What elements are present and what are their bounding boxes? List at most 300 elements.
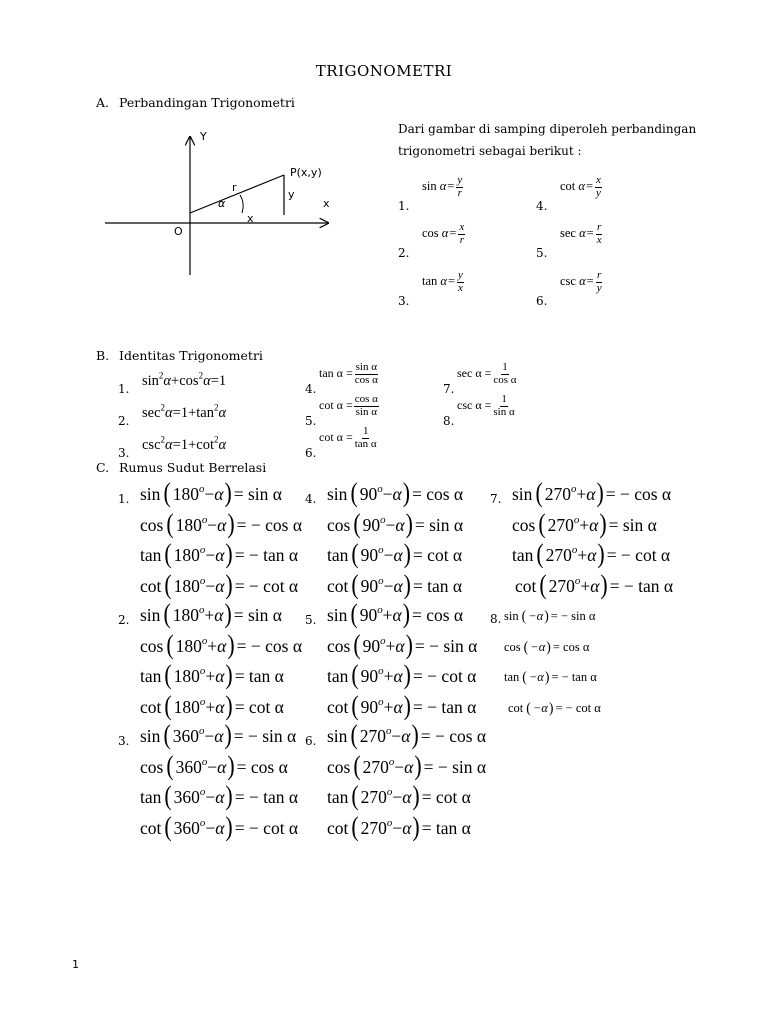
exponent: 2 — [198, 370, 204, 381]
exponent: 2 — [158, 370, 164, 381]
relation-rhs: = cos α — [411, 605, 464, 625]
relation-rhs: = − cos α — [236, 514, 302, 535]
right-paren: ) — [402, 598, 410, 629]
angle-arc — [240, 195, 243, 213]
exponent: 2 — [213, 434, 219, 445]
ratio-number: 3. — [398, 294, 410, 308]
relation-rhs: = − cos α — [420, 726, 487, 746]
relation-rhs: = − sin α — [233, 726, 297, 746]
degree-mark: o — [377, 603, 383, 616]
operator: − — [204, 484, 215, 504]
group-number: 3. — [118, 734, 130, 748]
section-c-label: C. — [96, 460, 110, 475]
function-name: cos — [512, 514, 536, 535]
identity-equation — [142, 370, 227, 390]
operator: − — [382, 484, 393, 504]
math-token: sec — [142, 405, 161, 421]
group-number: 1. — [118, 492, 130, 506]
left-paren: ( — [523, 637, 529, 655]
relation-equation — [504, 669, 597, 685]
relation-rhs: = sin α — [233, 484, 282, 504]
ratio-equation — [422, 222, 466, 246]
ratio-number: 2. — [398, 246, 410, 260]
fraction — [354, 426, 378, 450]
degree-value: 90 — [362, 514, 381, 535]
left-paren: ( — [164, 569, 172, 600]
operator: − — [204, 726, 215, 746]
relation-equation — [327, 780, 471, 811]
degree-value: 180 — [172, 605, 199, 625]
function-name: cot — [140, 817, 162, 838]
denominator: sin α — [355, 405, 377, 418]
left-paren: ( — [522, 668, 527, 685]
left-paren: ( — [538, 508, 546, 539]
section-c-heading: Rumus Sudut Berrelasi — [119, 460, 267, 475]
angle-symbol: α — [578, 178, 585, 193]
degree-mark: o — [574, 574, 581, 587]
function-name: sin — [504, 609, 519, 623]
degree-value: 270 — [359, 726, 386, 746]
function-name: sin — [512, 484, 533, 504]
degree-value: 270 — [548, 575, 575, 596]
right-paren: ) — [403, 690, 411, 721]
angle-symbol: α — [165, 405, 173, 421]
operator: − — [205, 545, 216, 565]
degree-mark: o — [386, 785, 393, 798]
operator: + — [205, 696, 216, 717]
numerator: y — [458, 269, 463, 281]
function-name: cot — [327, 696, 349, 717]
function-name: cos — [504, 639, 521, 654]
degree-value: 180 — [175, 635, 202, 656]
angle-symbol: α — [217, 635, 227, 656]
function-name: cot — [327, 817, 349, 838]
right-paren: ) — [544, 668, 550, 685]
degree-value: 90 — [362, 635, 381, 656]
relation-equation — [140, 538, 299, 569]
angle-symbol: α — [163, 373, 172, 389]
relation-rhs: = − tan α — [412, 696, 477, 717]
identity-number: 7. — [443, 382, 455, 396]
fraction — [596, 222, 603, 246]
function-name: cos — [327, 514, 351, 535]
angle-symbol: α — [393, 545, 403, 565]
degree-value: 90 — [359, 484, 378, 504]
angle-symbol: α — [440, 273, 447, 288]
function-name: cos — [327, 756, 351, 777]
left-paren: ( — [351, 811, 359, 842]
relation-rhs: = cot α — [412, 545, 463, 565]
relation-equation — [140, 508, 302, 539]
relation-rhs: = sin α — [608, 514, 657, 535]
right-paren: ) — [403, 659, 411, 690]
fraction — [354, 394, 379, 418]
page-title: TRIGONOMETRI — [315, 62, 453, 80]
ratio-number: 4. — [536, 199, 548, 213]
function-name: tan — [422, 273, 438, 288]
ratio-number: 1. — [398, 199, 410, 213]
angle-symbol: α — [395, 514, 405, 535]
right-paren: ) — [225, 690, 233, 721]
relation-rhs: = − tan α — [609, 575, 674, 596]
right-paren: ) — [546, 637, 551, 655]
relation-equation — [327, 750, 487, 781]
relation-equation — [327, 538, 463, 569]
right-paren: ) — [225, 569, 233, 600]
fraction — [457, 270, 464, 294]
function-name: csc — [560, 273, 576, 288]
degree-value: 90 — [359, 605, 378, 625]
operator: − — [391, 726, 402, 746]
function-name: cos — [140, 635, 164, 656]
left-paren: ( — [521, 607, 527, 624]
degree-mark: o — [380, 513, 386, 526]
math-token: sin — [142, 373, 159, 389]
intro-line-2: trigonometri sebagai berikut : — [398, 144, 582, 158]
angle-symbol: α — [215, 575, 225, 596]
relation-rhs: = − sin α — [550, 609, 596, 623]
angle-symbol: α — [203, 373, 211, 389]
left-paren: ( — [166, 508, 174, 539]
equals-sign: = — [586, 273, 594, 288]
function-name: sin — [140, 484, 161, 504]
degree-mark: o — [199, 695, 206, 708]
right-paren: ) — [225, 538, 233, 569]
right-paren: ) — [224, 477, 232, 508]
left-paren: ( — [350, 598, 358, 629]
left-paren: ( — [166, 629, 174, 660]
equals-sign: = — [449, 225, 457, 240]
r-label: r — [232, 181, 237, 194]
operator: − — [392, 817, 403, 838]
function-name: sin — [140, 605, 161, 625]
identity-equation — [457, 394, 517, 418]
exponent: 2 — [160, 434, 166, 445]
relation-rhs: = cos α — [411, 484, 464, 504]
operator: − — [205, 787, 216, 807]
relation-equation — [140, 811, 299, 842]
origin-label: O — [174, 225, 183, 238]
fraction — [596, 270, 603, 294]
identity-number: 8. — [443, 414, 455, 428]
math-token: + — [171, 373, 180, 389]
angle-symbol: α — [395, 635, 405, 656]
group-number: 5. — [305, 613, 317, 627]
numerator: sin α — [355, 361, 377, 373]
equals-sign: = — [586, 225, 594, 240]
point-label: P(x,y) — [290, 166, 322, 179]
degree-value: 90 — [360, 545, 379, 565]
right-paren: ) — [224, 719, 232, 750]
right-paren: ) — [411, 719, 419, 750]
left-paren: ( — [353, 750, 361, 781]
denominator: r — [459, 233, 464, 246]
left-paren: ( — [351, 659, 359, 690]
right-paren: ) — [403, 569, 411, 600]
ratio-number: 6. — [536, 294, 548, 308]
function-name: tan — [140, 666, 162, 686]
function-name: tan — [504, 670, 520, 684]
degree-value: 270 — [545, 545, 572, 565]
right-paren: ) — [548, 698, 554, 716]
relation-rhs: = − cot α — [606, 545, 671, 565]
operator: − — [385, 514, 396, 535]
math-token: 1 — [180, 405, 189, 421]
identity-equation — [457, 362, 519, 386]
fraction — [354, 362, 379, 386]
numerator: 1 — [362, 425, 369, 437]
degree-mark: o — [198, 482, 205, 495]
relation-rhs: = tan α — [412, 575, 463, 596]
group-number: 8. — [490, 612, 502, 626]
relation-rhs: = − cos α — [605, 484, 672, 504]
operator: + — [383, 696, 394, 717]
y-axis-label: Y — [200, 130, 207, 143]
operator: + — [577, 545, 588, 565]
relation-rhs: = − cot α — [234, 817, 299, 838]
fraction — [492, 362, 517, 386]
degree-mark: o — [386, 816, 393, 829]
degree-value: 180 — [173, 575, 200, 596]
math-token: + — [188, 405, 197, 421]
relation-rhs: = − cos α — [236, 635, 302, 656]
relation-equation — [327, 569, 463, 600]
right-paren: ) — [225, 659, 233, 690]
denominator: x — [596, 233, 602, 246]
right-paren: ) — [597, 538, 605, 569]
relation-rhs: = cot α — [421, 787, 471, 807]
numerator: cos α — [354, 393, 378, 405]
function-name: sin — [140, 726, 161, 746]
relation-equation — [140, 719, 297, 750]
relation-equation — [512, 538, 671, 569]
angle-symbol: α — [215, 817, 225, 838]
ratio-equation — [422, 270, 465, 294]
y-segment-label: y — [288, 188, 295, 201]
degree-mark: o — [378, 695, 384, 708]
section-b-label: B. — [96, 348, 110, 363]
degree-mark: o — [199, 664, 206, 677]
function-name: cos — [140, 756, 164, 777]
degree-mark: o — [385, 724, 392, 737]
relation-rhs: = tan α — [234, 666, 284, 686]
right-paren: ) — [414, 750, 422, 781]
angle-symbol: α — [590, 575, 600, 596]
fraction — [492, 394, 515, 418]
degree-mark: o — [201, 755, 208, 768]
degree-value: 180 — [172, 484, 199, 504]
section-a-label: A. — [96, 95, 110, 110]
degree-mark: o — [199, 543, 206, 556]
identity-lhs: cot α = — [319, 429, 353, 444]
right-paren: ) — [225, 811, 233, 842]
relation-equation — [512, 508, 657, 539]
math-token: = — [172, 405, 181, 421]
operator: − — [392, 787, 403, 807]
angle-symbol: α — [392, 484, 402, 504]
function-name: cot — [140, 696, 162, 717]
fraction — [595, 175, 602, 199]
denominator: cos α — [354, 373, 378, 386]
relation-rhs: = tan α — [421, 817, 471, 838]
relation-rhs: = sin α — [233, 605, 282, 625]
radius-line — [190, 175, 284, 213]
operator: − — [383, 575, 394, 596]
degree-value: 270 — [362, 756, 389, 777]
degree-value: 360 — [173, 817, 200, 838]
right-paren: ) — [225, 780, 233, 811]
relation-equation — [140, 780, 299, 811]
right-paren: ) — [402, 477, 410, 508]
relation-equation — [327, 598, 464, 629]
relation-equation — [140, 690, 284, 721]
operator: − — [207, 514, 218, 535]
negative-angle: −α — [532, 700, 548, 715]
angle-symbol: α — [441, 225, 449, 240]
left-paren: ( — [351, 569, 359, 600]
identity-equation — [142, 402, 227, 422]
math-token: = — [210, 373, 219, 389]
angle-symbol: α — [215, 696, 225, 717]
relation-equation — [327, 629, 478, 660]
left-paren: ( — [526, 698, 531, 716]
denominator: y — [596, 281, 602, 294]
degree-value: 270 — [360, 787, 387, 807]
left-paren: ( — [164, 538, 172, 569]
relation-equation — [327, 508, 464, 539]
math-token: = — [172, 437, 181, 453]
relation-rhs: = − cot α — [555, 700, 601, 715]
degree-mark: o — [198, 724, 205, 737]
page-number: 1 — [72, 958, 79, 971]
relation-equation — [140, 750, 288, 781]
relation-equation — [140, 598, 282, 629]
degree-mark: o — [199, 816, 206, 829]
identity-number: 1. — [118, 382, 130, 396]
relation-rhs: = cos α — [236, 756, 288, 777]
left-paren: ( — [351, 690, 359, 721]
relation-equation — [140, 659, 284, 690]
ratio-equation — [560, 222, 604, 246]
section-b-heading: Identitas Trigonometri — [119, 348, 263, 363]
function-name: tan — [512, 545, 534, 565]
right-paren: ) — [596, 477, 604, 508]
degree-value: 180 — [173, 545, 200, 565]
function-name: cos — [327, 635, 351, 656]
identity-lhs: csc α = — [457, 397, 492, 412]
left-paren: ( — [350, 477, 358, 508]
fraction — [458, 222, 465, 246]
operator: + — [576, 484, 587, 504]
degree-mark: o — [377, 482, 383, 495]
relation-equation — [327, 477, 464, 508]
identity-equation — [319, 362, 380, 386]
relation-equation — [327, 719, 487, 750]
right-paren: ) — [403, 538, 411, 569]
function-name: cot — [560, 178, 576, 193]
denominator: sin α — [493, 405, 515, 418]
intro-line-1: Dari gambar di samping diperoleh perbandingan — [398, 122, 697, 136]
degree-value: 180 — [173, 666, 200, 686]
left-paren: ( — [163, 719, 171, 750]
right-paren: ) — [227, 629, 235, 660]
degree-value: 90 — [360, 666, 379, 686]
angle-symbol: α — [214, 484, 224, 504]
degree-mark: o — [388, 755, 395, 768]
identity-equation — [319, 394, 380, 418]
math-token: + — [188, 437, 197, 453]
alpha-label: α — [218, 197, 226, 210]
identity-equation — [319, 426, 379, 450]
function-name: tan — [327, 545, 349, 565]
right-paren: ) — [600, 569, 608, 600]
right-paren: ) — [544, 607, 549, 624]
denominator: cos α — [493, 373, 517, 386]
function-name: cos — [422, 225, 439, 240]
left-paren: ( — [166, 750, 174, 781]
math-token: tan — [196, 405, 214, 421]
relation-rhs: = sin α — [414, 514, 464, 535]
left-paren: ( — [536, 538, 544, 569]
left-paren: ( — [539, 569, 547, 600]
exponent: 2 — [160, 402, 166, 413]
angle-symbol: α — [392, 605, 402, 625]
relation-equation — [140, 629, 302, 660]
degree-mark: o — [380, 634, 386, 647]
group-number: 2. — [118, 613, 130, 627]
angle-symbol: α — [218, 405, 227, 421]
relation-equation — [140, 477, 282, 508]
angle-symbol: α — [404, 756, 414, 777]
operator: + — [204, 605, 215, 625]
function-name: sin — [422, 178, 437, 193]
math-token: cos — [179, 373, 199, 389]
angle-symbol: α — [218, 437, 227, 453]
operator: + — [382, 605, 393, 625]
operator: − — [205, 817, 216, 838]
left-paren: ( — [164, 811, 172, 842]
denominator: x — [458, 281, 463, 294]
relation-equation — [504, 608, 595, 624]
left-paren: ( — [535, 477, 543, 508]
angle-symbol: α — [393, 666, 403, 686]
right-paren: ) — [224, 598, 232, 629]
degree-value: 90 — [360, 575, 379, 596]
relation-equation — [327, 659, 477, 690]
denominator: y — [596, 186, 601, 199]
degree-value: 90 — [360, 696, 379, 717]
exponent: 2 — [213, 402, 219, 413]
operator: + — [580, 575, 591, 596]
relation-rhs: = − sin α — [414, 635, 478, 656]
operator: − — [207, 756, 218, 777]
identity-number: 4. — [305, 382, 317, 396]
angle-symbol: α — [579, 273, 586, 288]
left-paren: ( — [164, 690, 172, 721]
group-number: 7. — [490, 492, 502, 506]
angle-symbol: α — [215, 545, 225, 565]
identity-number: 3. — [118, 446, 130, 460]
angle-symbol: α — [589, 514, 599, 535]
denominator: r — [457, 186, 462, 199]
numerator: 1 — [501, 393, 507, 405]
operator: − — [205, 575, 216, 596]
math-token: 1 — [218, 373, 227, 389]
ratio-equation — [560, 175, 603, 199]
function-name: tan — [140, 787, 162, 807]
x-axis-label: x — [323, 197, 330, 210]
operator: + — [579, 514, 590, 535]
